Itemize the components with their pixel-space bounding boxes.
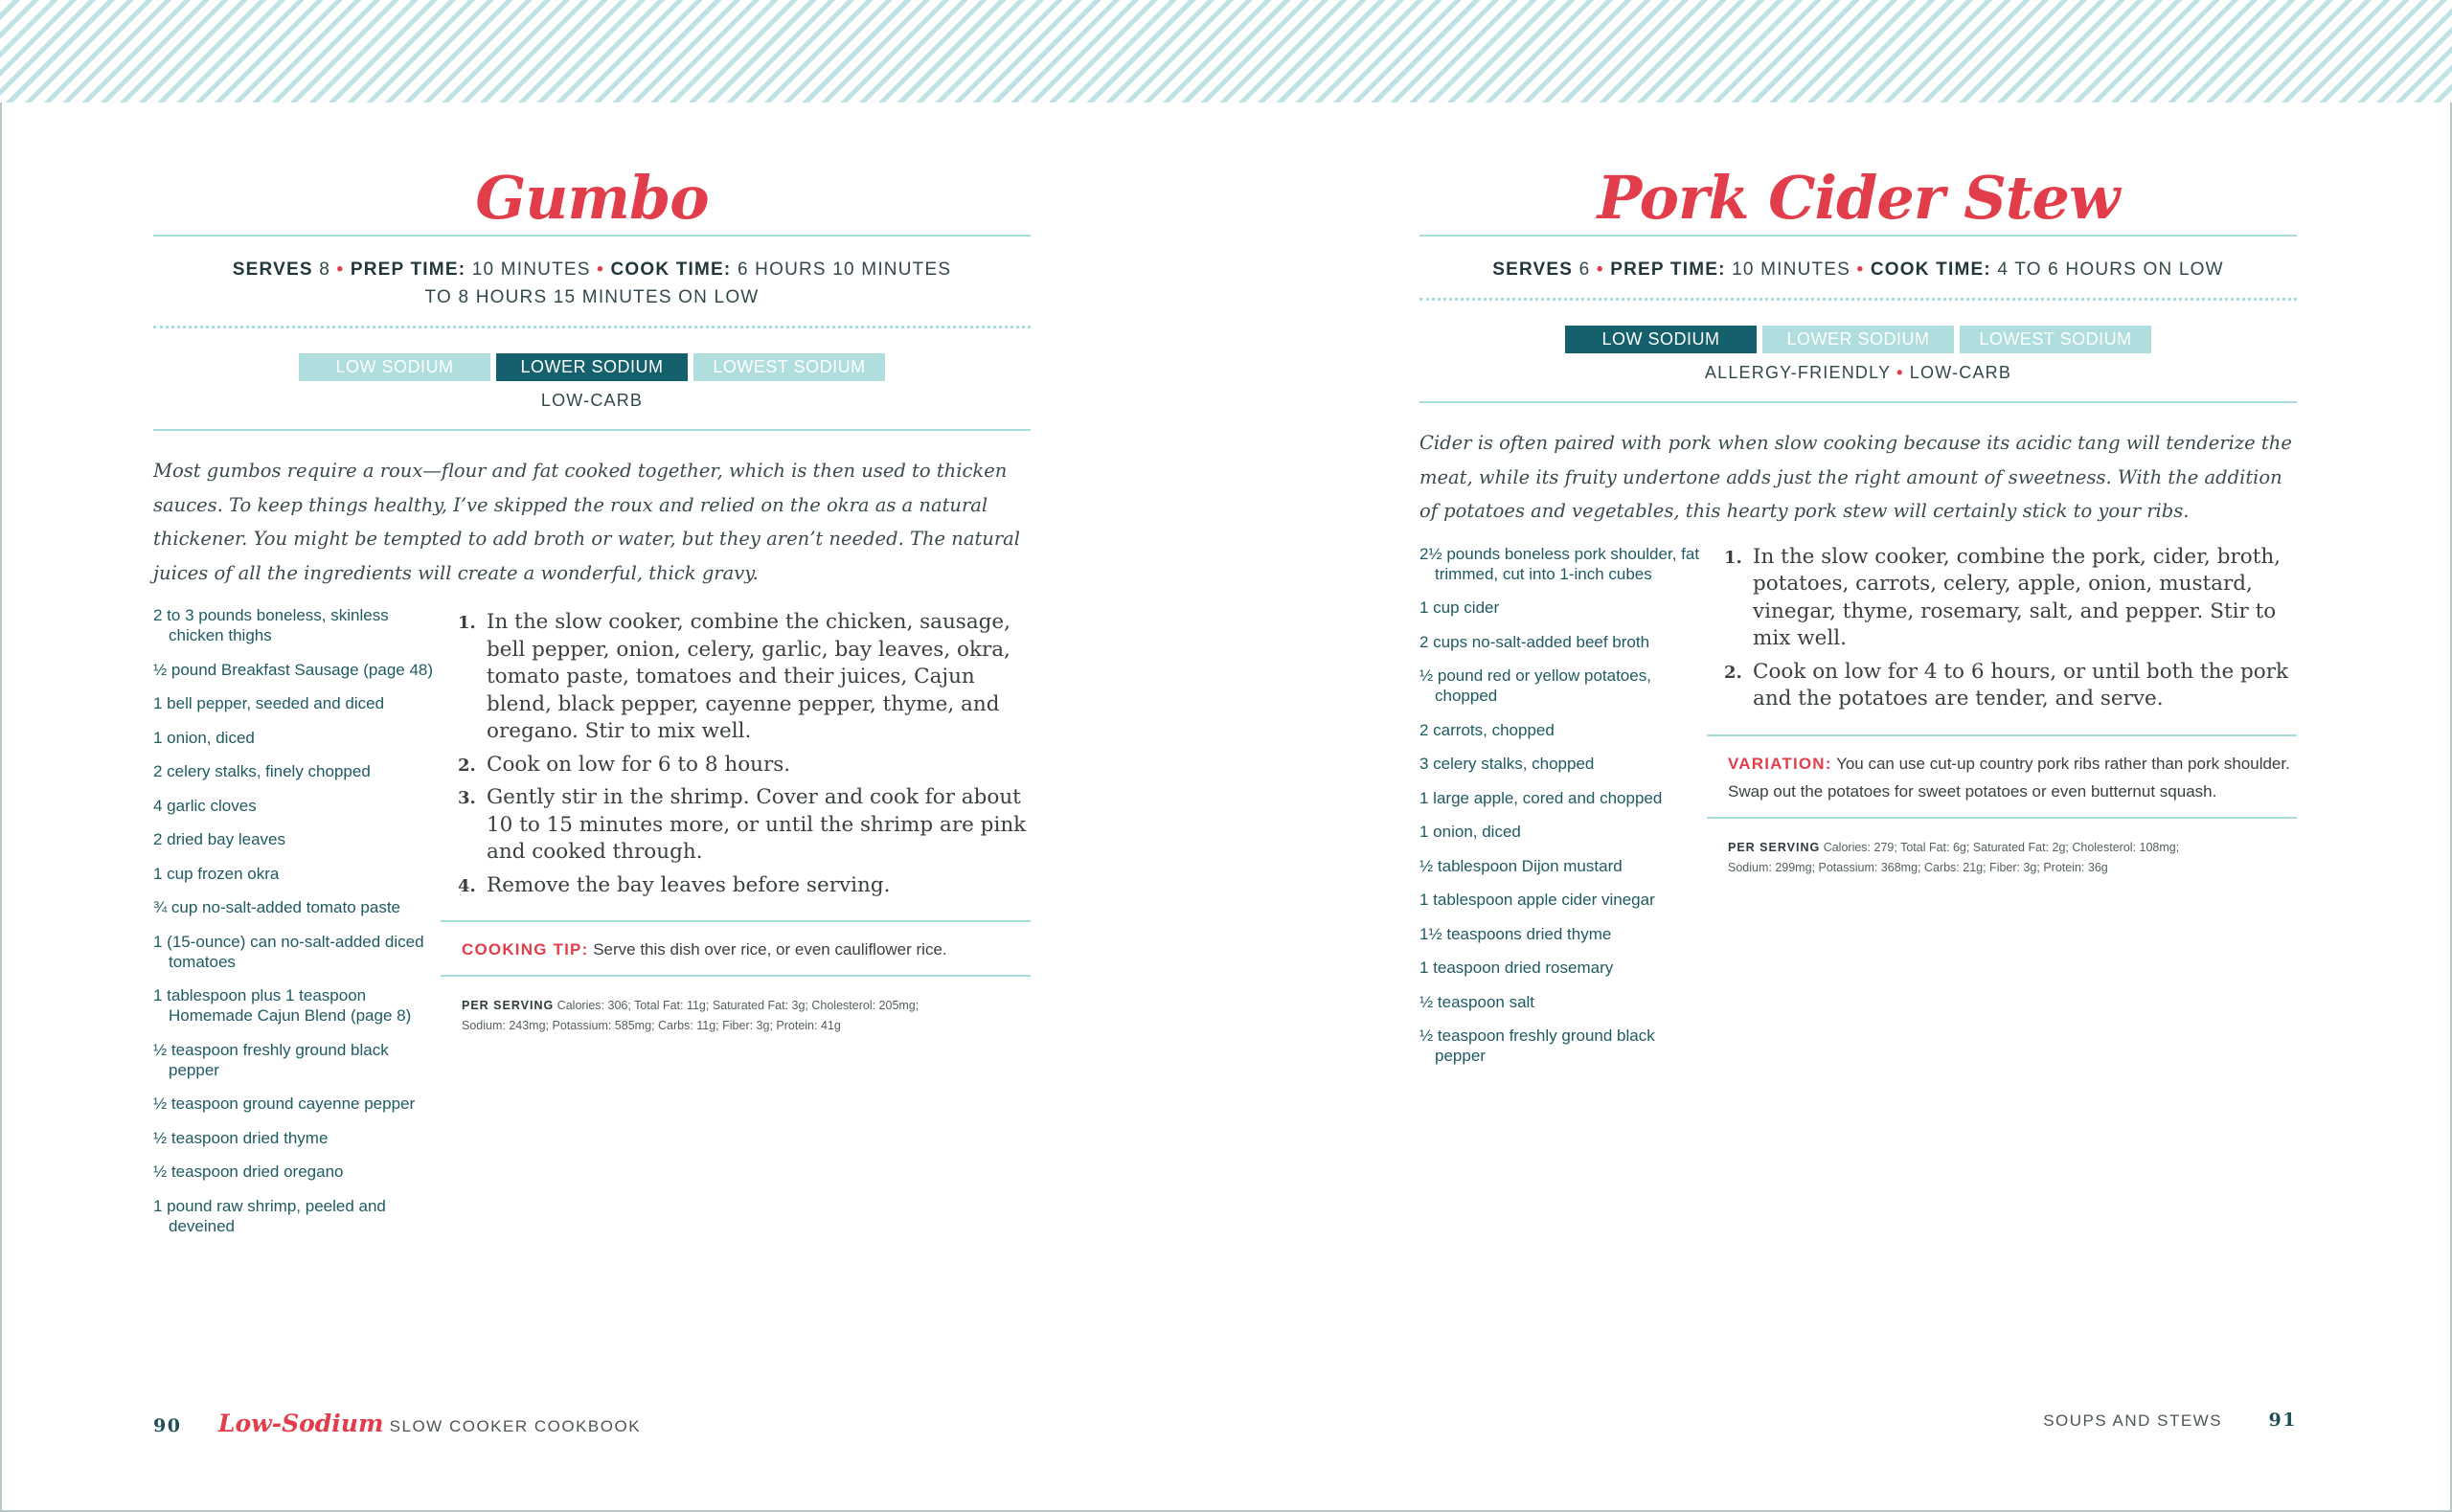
ingredient-item: ¾ cup no-salt-added tomato paste: [153, 898, 400, 916]
divider: [1419, 235, 2297, 237]
diet-tags: LOW-CARB: [540, 391, 644, 410]
ingredient-item: 2 celery stalks, finely chopped: [153, 762, 371, 780]
variation-tip: VARIATION: You can use cut-up country pork ribs rather than pork shoulder. Swap out the potatoes for sweet potatoes or even butternut squash.: [1728, 754, 2290, 801]
ingredient-item: 2 dried bay leaves: [153, 830, 285, 848]
book-brand-title: SLOW COOKER COOKBOOK: [389, 1417, 642, 1435]
ingredient-item: 2 carrots, chopped: [1419, 720, 1555, 739]
ingredient-item: ½ teaspoon salt: [1419, 992, 1535, 1011]
ingredient-item: 1 cup frozen okra: [153, 864, 280, 883]
recipe-body: [1419, 544, 2297, 1080]
directions-column: [1707, 544, 2297, 1080]
ingredient-item: ½ teaspoon dried oregano: [153, 1162, 344, 1181]
ingredient-item: ½ teaspoon freshly ground black pepper: [153, 1040, 389, 1079]
ingredient-item: 2½ pounds boneless pork shoulder, fat trimmed, cut into 1-inch cubes: [1419, 544, 1700, 583]
badge-lowest-sodium: LOWEST SODIUM: [693, 353, 885, 381]
ingredient-item: ½ teaspoon dried thyme: [153, 1128, 329, 1147]
ingredient-item: 1 bell pepper, seeded and diced: [153, 694, 385, 712]
book-brand-script: Low-Sodium: [217, 1410, 384, 1437]
nutrition-info: PER SERVING Calories: 279; Total Fat: 6g; Saturated Fat: 2g; Cholesterol: 108mg; Sodium: 299mg; Potassium: 368mg; Carbs: 21g; Fiber: 3g; Protein: 36g: [1728, 840, 2180, 874]
divider-dotted: [153, 326, 1031, 328]
badge-lower-sodium: LOWER SODIUM: [496, 353, 688, 381]
ingredient-item: 1 tablespoon apple cider vinegar: [1419, 891, 1655, 909]
direction-step: 4. Remove the bay leaves before serving.: [458, 872, 891, 897]
divider: [1419, 401, 2297, 403]
cooking-tip: COOKING TIP: Serve this dish over rice, or even cauliflower rice.: [462, 940, 947, 959]
recipe-gumbo: [153, 102, 1031, 1250]
ingredient-item: 1 pound raw shrimp, peeled and deveined: [153, 1196, 386, 1235]
sodium-badges: [153, 353, 1031, 381]
direction-step: 2. Cook on low for 4 to 6 hours, or until both the pork and the potatoes are tender, and serve.: [1724, 659, 2289, 711]
ingredient-item: 1 (15-ounce) can no-salt-added diced tomatoes: [153, 932, 424, 971]
ingredient-item: 1 onion, diced: [1419, 823, 1521, 841]
divider: [153, 235, 1031, 237]
recipe-intro: Most gumbos require a roux—flour and fat cooked together, which is then used to thicken sauces. To keep things healthy, I’ve skipped the roux and relied on the okra as a natural thickener. You might be tempted to add broth or water, but they aren’t needed. The natural juices of all the ingredients will create a wonderful, thick gravy.: [153, 460, 1021, 584]
ingredient-item: 2 to 3 pounds boneless, skinless chicken thighs: [153, 606, 389, 644]
directions-column: [441, 605, 1031, 1250]
ingredients-list: [1419, 544, 1707, 1080]
ingredient-item: ½ teaspoon ground cayenne pepper: [153, 1095, 416, 1113]
ingredient-item: 4 garlic cloves: [153, 796, 257, 815]
recipe-title: Pork Cider Stew: [1597, 163, 2120, 233]
nutrition-info: PER SERVING Calories: 306; Total Fat: 11g; Saturated Fat: 3g; Cholesterol: 205mg; Sodium: 243mg; Potassium: 585mg; Carbs: 11g; Fiber: 3g; Protein: 41g: [462, 999, 920, 1032]
page-number-right: 91: [2268, 1410, 2297, 1431]
direction-step: 1. In the slow cooker, combine the chicken, sausage, bell pepper, onion, celery, garlic, bay leaves, okra, tomato paste, tomatoes and their juices, Cajun blend, black pepper, cayenne pepper, thyme, and oregano. Stir to mix well.: [458, 610, 1010, 743]
direction-step: 1. In the slow cooker, combine the pork, cider, broth, potatoes, carrots, celery, apple, onion, mustard, vinegar, thyme, rosemary, salt, and pepper. Stir to mix well.: [1724, 544, 2282, 650]
ingredient-item: ½ tablespoon Dijon mustard: [1419, 856, 1623, 875]
diet-tags: ALLERGY-FRIENDLY • LOW-CARB: [1704, 363, 2012, 382]
divider: [153, 429, 1031, 431]
badge-lowest-sodium: LOWEST SODIUM: [1960, 326, 2151, 353]
ingredient-item: ½ teaspoon freshly ground black pepper: [1419, 1027, 1655, 1065]
direction-step: 3. Gently stir in the shrimp. Cover and cook for about 10 to 15 minutes more, or until the shrimp are pink and cooked through.: [458, 785, 1027, 864]
divider-dotted: [1419, 298, 2297, 301]
meta-line-2: TO 8 HOURS 15 MINUTES ON LOW: [424, 287, 760, 307]
ingredient-item: 1 large apple, cored and chopped: [1419, 788, 1663, 807]
recipe-meta: [1419, 256, 2297, 283]
ingredient-item: 1 teaspoon dried rosemary: [1419, 959, 1614, 977]
ingredient-item: 1 cup cider: [1419, 598, 1500, 617]
ingredient-item: 1 tablespoon plus 1 teaspoon Homemade Cajun Blend (page 8): [153, 986, 412, 1025]
badge-lower-sodium: LOWER SODIUM: [1762, 326, 1954, 353]
decorative-stripe-band: [0, 0, 2452, 102]
recipe-pork-cider-stew: [1419, 102, 2297, 1080]
directions-list: [441, 609, 1031, 899]
recipe-meta: [153, 256, 1031, 311]
ingredient-item: ½ pound red or yellow potatoes, chopped: [1419, 666, 1651, 705]
ingredient-item: 1½ teaspoons dried thyme: [1419, 924, 1612, 943]
section-title: SOUPS AND STEWS: [2043, 1411, 2223, 1430]
meta-line-1: SERVES 6 • PREP TIME: 10 MINUTES • COOK TIME: 4 TO 6 HOURS ON LOW: [1492, 260, 2224, 280]
meta-line-1: SERVES 8 • PREP TIME: 10 MINUTES • COOK TIME: 6 HOURS 10 MINUTES: [232, 260, 952, 280]
footer-right: [2043, 1410, 2297, 1431]
ingredient-item: ½ pound Breakfast Sausage (page 48): [153, 660, 434, 679]
footer-left: [153, 1410, 641, 1437]
recipe-body: [153, 605, 1031, 1250]
sodium-badges: [1419, 326, 2297, 353]
page-number-left: 90: [153, 1415, 182, 1436]
ingredient-item: 1 onion, diced: [153, 728, 255, 747]
recipe-intro: Cider is often paired with pork when slow cooking because its acidic tang will tenderize the meat, while its fruity undertone adds just the right amount of sweetness. With the addition of potatoes and vegetables, this hearty pork stew will certainly stick to your ribs.: [1419, 432, 2292, 522]
badge-low-sodium: LOW SODIUM: [1565, 326, 1757, 353]
direction-step: 2. Cook on low for 6 to 8 hours.: [458, 752, 791, 777]
ingredient-item: 2 cups no-salt-added beef broth: [1419, 632, 1650, 651]
directions-list: [1707, 544, 2297, 713]
recipe-title: Gumbo: [475, 163, 709, 233]
badge-low-sodium: LOW SODIUM: [299, 353, 490, 381]
ingredients-list: [153, 605, 441, 1250]
ingredient-item: 3 celery stalks, chopped: [1419, 755, 1595, 773]
